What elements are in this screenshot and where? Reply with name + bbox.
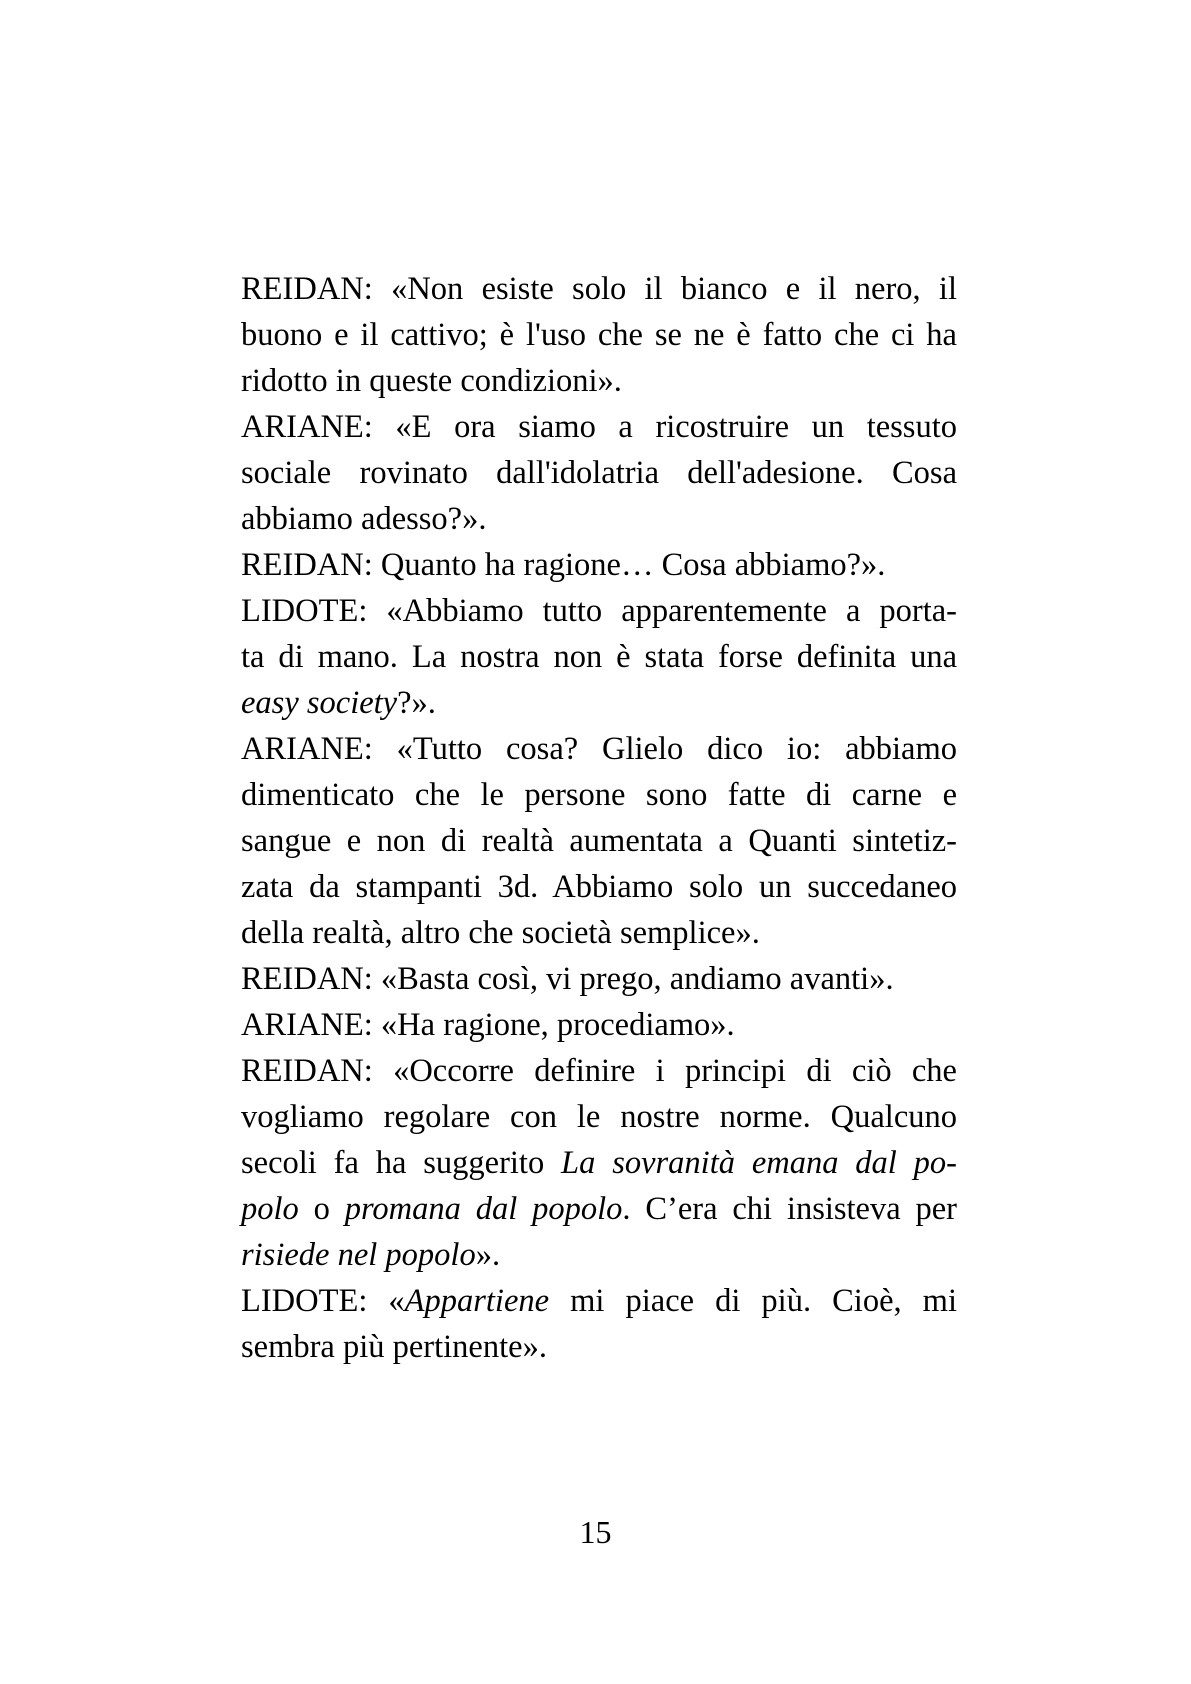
italic-text: polo bbox=[241, 1191, 299, 1227]
text-segment: abbiamo adesso?». bbox=[241, 501, 487, 537]
text-segment: REIDAN: «Non esiste solo il bianco e il nero, il bbox=[241, 271, 957, 307]
text-segment: ARIANE: «Ha ragione, procediamo». bbox=[241, 1007, 735, 1043]
text-line bbox=[241, 910, 957, 956]
text-line bbox=[241, 450, 957, 496]
text-line bbox=[241, 358, 957, 404]
text-segment: REIDAN: «Basta così, vi prego, andiamo avanti». bbox=[241, 961, 894, 997]
text-segment: REIDAN: Quanto ha ragione… Cosa abbiamo?». bbox=[241, 547, 886, 583]
text-line bbox=[241, 772, 957, 818]
body-text bbox=[241, 266, 957, 1370]
text-line bbox=[241, 1232, 957, 1278]
italic-text: easy society bbox=[241, 685, 398, 721]
text-segment: . C’era chi insisteva per bbox=[622, 1191, 957, 1227]
text-line bbox=[241, 1278, 957, 1324]
text-line bbox=[241, 588, 957, 634]
text-line bbox=[241, 1094, 957, 1140]
text-line bbox=[241, 1002, 957, 1048]
text-segment: secoli fa ha suggerito bbox=[241, 1145, 562, 1181]
text-line bbox=[241, 634, 957, 680]
text-line bbox=[241, 818, 957, 864]
page-number: 15 bbox=[579, 1514, 612, 1550]
text-segment: ?». bbox=[397, 685, 436, 721]
text-line bbox=[241, 864, 957, 910]
text-segment: sociale rovinato dall'idolatria dell'adesione. Cosa bbox=[241, 455, 957, 491]
text-line bbox=[241, 312, 957, 358]
text-segment: mi piace di più. Cioè, mi bbox=[549, 1283, 957, 1319]
text-line bbox=[241, 1186, 957, 1232]
text-segment: ridotto in queste condizioni». bbox=[241, 363, 622, 399]
text-segment: LIDOTE: « bbox=[241, 1283, 405, 1319]
text-segment: buono e il cattivo; è l'uso che se ne è fatto che ci ha bbox=[241, 317, 957, 353]
italic-text: risiede nel popolo bbox=[241, 1237, 476, 1273]
text-line bbox=[241, 404, 957, 450]
text-segment: vogliamo regolare con le nostre norme. Qualcuno bbox=[241, 1099, 957, 1135]
text-segment: ARIANE: «Tutto cosa? Glielo dico io: abbiamo bbox=[241, 731, 957, 767]
text-line bbox=[241, 680, 957, 726]
italic-text: promana dal popolo bbox=[344, 1191, 623, 1227]
italic-text: Appartiene bbox=[404, 1283, 550, 1319]
text-segment: ARIANE: «E ora siamo a ricostruire un tessuto bbox=[241, 409, 957, 445]
text-line bbox=[241, 1140, 957, 1186]
text-line bbox=[241, 1048, 957, 1094]
text-line bbox=[241, 266, 957, 312]
text-line bbox=[241, 1324, 957, 1370]
text-line bbox=[241, 726, 957, 772]
text-segment: ta di mano. La nostra non è stata forse definita una bbox=[241, 639, 957, 675]
text-line bbox=[241, 542, 957, 588]
text-segment: ». bbox=[475, 1237, 501, 1273]
italic-text: La sovranità emana dal po- bbox=[561, 1145, 958, 1181]
text-segment: LIDOTE: «Abbiamo tutto apparentemente a porta- bbox=[241, 593, 957, 629]
text-segment: o bbox=[298, 1191, 345, 1227]
text-line bbox=[241, 956, 957, 1002]
text-segment: sangue e non di realtà aumentata a Quanti sintetiz- bbox=[241, 823, 957, 859]
text-segment: dimenticato che le persone sono fatte di carne e bbox=[241, 777, 957, 813]
text-segment: zata da stampanti 3d. Abbiamo solo un succedaneo bbox=[241, 869, 957, 905]
text-segment: sembra più pertinente». bbox=[241, 1329, 547, 1365]
text-segment: della realtà, altro che società semplice». bbox=[241, 915, 760, 951]
text-segment: REIDAN: «Occorre definire i principi di ciò che bbox=[241, 1053, 957, 1089]
text-line bbox=[241, 496, 957, 542]
